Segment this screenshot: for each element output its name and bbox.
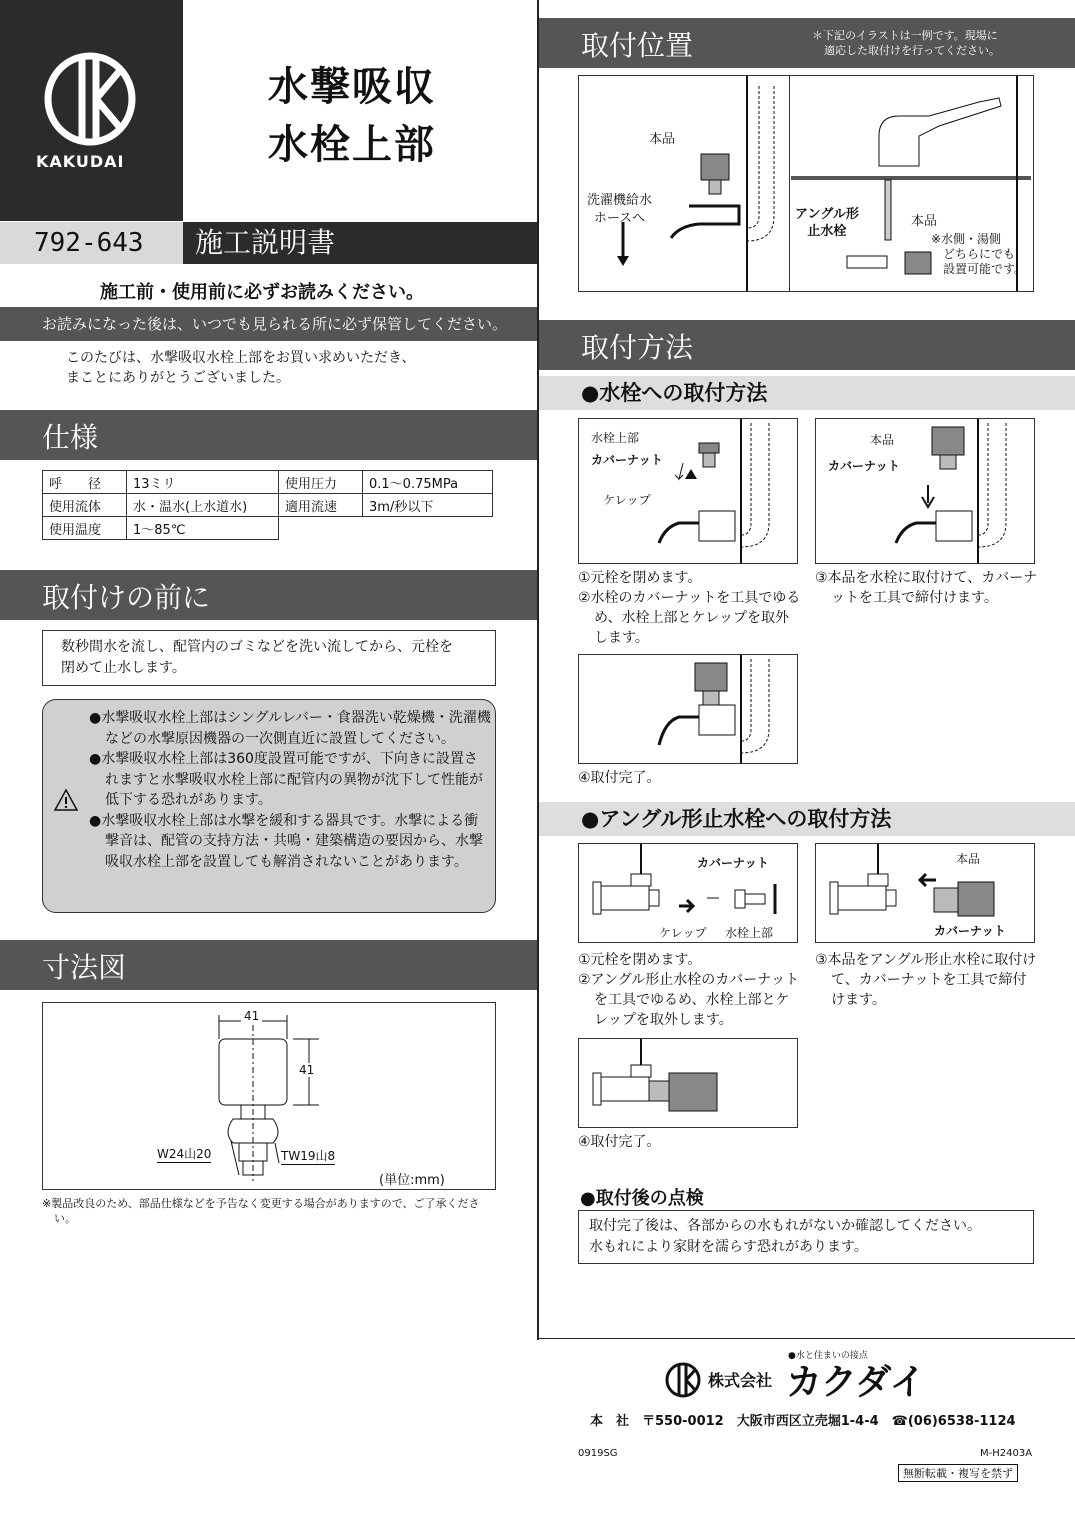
column-divider xyxy=(537,0,539,1340)
faucet-complete-illustration xyxy=(579,655,797,763)
angle-label-line-2: 止水栓 xyxy=(807,224,847,239)
footer-tagline: ●水と住まいの接点 xyxy=(788,1351,868,1361)
position-heading: 取付位置 xyxy=(539,18,1075,68)
before-heading: 取付けの前に xyxy=(0,570,537,620)
read-before-notice: 施工前・使用前に必ずお読みください。 xyxy=(100,282,424,303)
thread-left-label: W24山20 xyxy=(157,1147,212,1161)
caution-item: ●水撃吸収水栓上部はシングルレバー・食器洗い乾燥機・洗濯機などの水撃原因機器の一次側直近に設置してください。 xyxy=(89,710,491,747)
angle-label-line-1: アングル形 xyxy=(795,207,859,222)
position-figure xyxy=(578,75,1034,292)
angle-upper-label: 水栓上部 xyxy=(725,926,774,940)
spec-value: 1〜85℃ xyxy=(127,517,279,540)
angle-step-4-figure xyxy=(578,1038,798,1128)
angle-step-1: ①元栓を閉めます。 xyxy=(578,952,702,968)
spec-value: 0.1〜0.75MPa xyxy=(363,471,493,494)
angle-step-2: ②アングル形止水栓のカバーナットを工具でゆるめ、水栓上部とケレップを取外します。 xyxy=(578,972,800,1028)
either-line-1: ※水側・湯側 xyxy=(931,232,1002,246)
footer-company-type: 株式会社 xyxy=(708,1371,773,1390)
width-dimension: 41 xyxy=(241,1009,262,1023)
caution-box xyxy=(42,699,496,913)
check-heading: ●取付後の点検 xyxy=(580,1188,704,1209)
step-2: ②水栓のカバーナットを工具でゆるめ、水栓上部とケレップを取外します。 xyxy=(578,590,801,646)
check-line-2: 水もれにより家財を濡らす恐れがあります。 xyxy=(589,1239,868,1255)
gasket-label: ケレップ xyxy=(603,493,651,507)
before-text-line-2: 閉めて止水します。 xyxy=(61,660,186,676)
footer-code-right: M-H2403A xyxy=(980,1448,1033,1459)
title-line-1: 水撃吸収 xyxy=(268,64,436,110)
spec-value: 水・温水(上水道水) xyxy=(127,494,279,517)
title-line-2: 水栓上部 xyxy=(268,122,436,168)
angle-step-3: ③本品をアングル形止水栓に取付けて、カバーナットを工具で締付けます。 xyxy=(815,952,1037,1008)
angle-cover-nut-label-2: カバーナット xyxy=(934,924,1006,938)
faucet-step-4-figure xyxy=(578,654,798,764)
faucet-method-heading: ●水栓への取付方法 xyxy=(539,376,1075,410)
document-type: 施工説明書 xyxy=(183,222,537,264)
spec-empty xyxy=(279,517,363,540)
position-note xyxy=(812,28,1000,58)
product-label-3: 本品 xyxy=(870,433,895,447)
footer-divider xyxy=(537,1338,1075,1339)
faucet-step-3-figure xyxy=(815,418,1035,564)
spec-value: 13ミリ xyxy=(127,471,279,494)
before-text-line-1: 数秒間水を流し、配管内のゴミなどを洗い流してから、元栓を xyxy=(61,639,453,655)
check-line-1: 取付完了後は、各部からの水もれがないか確認してください。 xyxy=(589,1218,981,1234)
hose-label-line-2: ホースへ xyxy=(593,211,646,226)
hose-label-line-1: 洗濯機給水 xyxy=(587,193,653,208)
angle-step-4: ④取付完了。 xyxy=(578,1134,661,1150)
before-instructions xyxy=(42,630,496,686)
greeting-line-2: まことにありがとうございました。 xyxy=(66,370,290,386)
spec-row xyxy=(43,517,493,540)
step-4: ④取付完了。 xyxy=(578,770,661,786)
either-line-2: どちらにでも xyxy=(943,247,1016,261)
caution-item: ●水撃吸収水栓上部は360度設置可能ですが、下向きに設置されますと水撃吸収水栓上部に配管内の異物が沈下して性能が低下する恐れがあります。 xyxy=(89,751,483,808)
either-line-3: 設置可能です。 xyxy=(943,262,1027,276)
footer-address: 本 社 〒550-0012 大阪市西区立売堀1-4-4 ☎(06)6538-1124 xyxy=(590,1414,1016,1429)
spec-key: 呼 径 xyxy=(43,471,127,494)
angle-method-heading: ●アングル形止水栓への取付方法 xyxy=(539,802,1075,836)
spec-key: 使用温度 xyxy=(43,517,127,540)
spec-row xyxy=(43,471,493,494)
thread-right-label: TW19山8 xyxy=(281,1149,336,1163)
method-heading: 取付方法 xyxy=(539,320,1075,370)
spec-row xyxy=(43,494,493,517)
faucet-step-2-figure xyxy=(578,418,798,564)
cover-nut-label: カバーナット xyxy=(591,453,663,467)
position-note-line-2: 適応した取付けを行ってください。 xyxy=(824,44,1000,57)
model-number: 792-643 xyxy=(0,222,183,264)
footer-code-left: 0919SG xyxy=(578,1448,618,1459)
hose-label xyxy=(587,192,652,228)
spec-heading: 仕様 xyxy=(0,410,537,460)
dimension-diagram xyxy=(42,1002,496,1190)
faucet-install-illustration xyxy=(816,419,1034,563)
angle-steps-1-2 xyxy=(578,950,802,1030)
height-dimension: 41 xyxy=(299,1063,315,1077)
dimension-drawing xyxy=(43,1003,495,1189)
angle-cover-nut-label: カバーナット xyxy=(697,856,769,870)
cover-nut-label-2: カバーナット xyxy=(828,459,900,473)
upper-part-label: 水栓上部 xyxy=(591,431,640,445)
dimension-footnote: ※製品改良のため、部品仕様などを予告なく変更する場合がありますので、ご了承ください。 xyxy=(42,1197,480,1225)
warning-icon xyxy=(53,788,79,812)
dimension-heading: 寸法図 xyxy=(0,940,537,990)
angle-product-label: 本品 xyxy=(956,852,981,866)
spec-key: 使用流体 xyxy=(43,494,127,517)
faucet-steps-1-2 xyxy=(578,568,802,648)
brand-name: KAKUDAI xyxy=(36,152,125,171)
keep-notice: お読みになった後は、いつでも見られる所に必ず保管してください。 xyxy=(0,307,537,341)
position-note-line-1: ＊下記のイラストは一例です。現場に xyxy=(812,29,998,42)
angle-valve-label xyxy=(795,206,859,240)
product-label-2: 本品 xyxy=(911,214,938,229)
greeting xyxy=(66,348,516,388)
footer-logo-icon xyxy=(664,1362,702,1398)
product-title xyxy=(268,58,436,174)
angle-step-3-figure xyxy=(815,843,1035,943)
angle-complete-illustration xyxy=(579,1039,797,1127)
check-box xyxy=(578,1210,1034,1264)
footer-copyright: 無断転載・複写を禁ず xyxy=(898,1464,1018,1482)
spec-key: 適用流速 xyxy=(279,494,363,517)
caution-list xyxy=(89,708,491,872)
caution-item: ●水撃吸収水栓上部は水撃を緩和する器具です。水撃による衝撃音は、配管の支持方法・共鳴・建築構造の要因から、水撃吸収水栓上部を設置しても解消されないことがあります。 xyxy=(89,812,483,870)
unit-label: (単位:mm) xyxy=(379,1173,445,1188)
product-label: 本品 xyxy=(649,132,676,147)
step-3: ③本品を水栓に取付けて、カバーナットを工具で締付けます。 xyxy=(815,570,1038,606)
spec-table xyxy=(42,470,493,540)
step-1: ①元栓を閉めます。 xyxy=(578,570,702,586)
either-side-note xyxy=(931,232,1026,277)
spec-value: 3m/秒以下 xyxy=(363,494,493,517)
angle-step-2-figure xyxy=(578,843,798,943)
spec-empty xyxy=(363,517,493,540)
kakudai-logo-icon xyxy=(44,52,136,146)
angle-gasket-label: ケレップ xyxy=(659,926,707,940)
brand-logo-block xyxy=(0,0,183,221)
footer-company-name: カクダイ xyxy=(786,1362,925,1403)
spec-key: 使用圧力 xyxy=(279,471,363,494)
greeting-line-1: このたびは、水撃吸収水栓上部をお買い求めいただき、 xyxy=(66,350,416,366)
